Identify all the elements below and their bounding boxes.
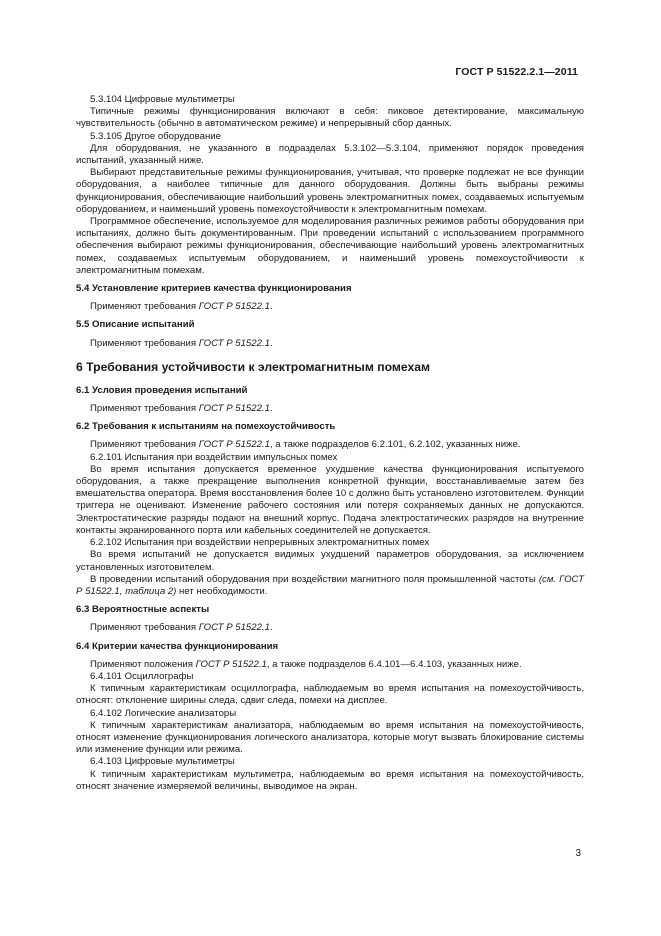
standard-reference: ГОСТ Р 51522.1 xyxy=(198,301,270,313)
standard-reference: (см. ГОСТ Р 51522.1, таблица 2) xyxy=(76,573,585,597)
paragraph: 6.4.102 Логические анализаторы xyxy=(90,707,237,719)
paragraph: К типичным характеристикам осциллографа, наблюдаемым во время испытания на помехоустойчивость, относят: отклонение ширины следа, сдвиг следа, помехи на дисплее. xyxy=(76,683,584,707)
paragraph: 6.2.102 Испытания при воздействии непрерывных электромагнитных помех xyxy=(90,537,430,549)
paragraph: 6.2.101 Испытания при воздействии импульсных помех xyxy=(90,451,338,463)
paragraph: Применяют требования ГОСТ Р 51522.1. xyxy=(90,403,273,415)
subsection-heading: 6.2 Требования к испытаниям на помехоустойчивость xyxy=(76,421,336,433)
paragraph: К типичным характеристикам мультиметра, наблюдаемым во время испытания на помехоустойчивость, относят значение измеряемой величины, выводимое на экран. xyxy=(76,768,584,792)
standard-reference: ГОСТ Р 51522.1 xyxy=(198,622,270,634)
spacer xyxy=(76,375,584,385)
paragraph: 5.3.105 Другое оборудование xyxy=(90,130,221,142)
document-header: ГОСТ Р 51522.2.1—2011 xyxy=(455,66,578,78)
subsection-heading: 5.4 Установление критериев качества функционирования xyxy=(76,283,352,295)
paragraph: Программное обеспечение, используемое для моделирования различных режимов работы оборудования при испытаниях, должно быть документированным. При проведении испытаний с использованием программного обеспечения выбирают режимы функционирования, обеспечивающие наибольший уровень электромагнитных помех, создаваемых испытуемым оборудованием, и наименьший уровень помехоустойчивости к электромагнитным помехам. xyxy=(76,216,584,276)
paragraph: В проведении испытаний оборудования при воздействии магнитного поля промышленной частоты (см. ГОСТ Р 51522.1, таблица 2) нет необходимости. xyxy=(76,573,585,597)
paragraph: К типичным характеристикам анализатора, наблюдаемым во время испытания на помехоустойчивость, относят изменение функционирования логического анализатора, которые могут вызвать блокирование системы или изменение функции или режима. xyxy=(76,719,584,756)
paragraph: Применяют требования ГОСТ Р 51522.1. xyxy=(90,301,273,313)
paragraph: Для оборудования, не указанного в подразделах 5.3.102—5.3.104, применяют порядок проведения испытаний, указанный ниже. xyxy=(76,142,584,167)
standard-reference: ГОСТ Р 51522.1 xyxy=(195,658,267,670)
subsection-heading: 6.4 Критерии качества функционирования xyxy=(76,640,279,652)
document-body xyxy=(76,94,584,793)
paragraph: Во время испытания допускается временное ухудшение качества функционирования испытуемого оборудования, а также прекращение выполнения конкретной функции, восстанавливаемые затем без вмешательства оператора. Время восстановления более 10 с должно быть установлено изготовителем. Функции триггера не оценивают. Изменение рабочего состояния или потеря сохраняемых данных не допускаются. Электростатические разряды подают на внешний корпус. Подача электростатических разрядов на внутренние контакты экранированного порта или кабельных соединителей не допускается. xyxy=(76,463,584,536)
paragraph: Во время испытаний не допускается видимых ухудшений параметров оборудования, за исключением установленных изготовителем. xyxy=(76,549,584,573)
paragraph: Применяют требования ГОСТ Р 51522.1. xyxy=(90,337,273,349)
paragraph: Применяют требования ГОСТ Р 51522.1, а также подразделов 6.2.101, 6.2.102, указанных ниже. xyxy=(90,439,521,451)
paragraph: 5.3.104 Цифровые мультиметры xyxy=(90,94,235,105)
paragraph: Применяют положения ГОСТ Р 51522.1, а также подразделов 6.4.101—6.4.103, указанных ниже. xyxy=(90,658,522,670)
subsection-heading: 6.1 Условия проведения испытаний xyxy=(76,384,248,396)
standard-reference: ГОСТ Р 51522.1 xyxy=(198,403,270,415)
subsection-heading: 6.3 Вероятностные аспекты xyxy=(76,604,210,616)
subsection-heading: 5.5 Описание испытаний xyxy=(76,319,195,331)
paragraph: Выбирают представительные режимы функционирования, учитывая, что проверке подлежат не все функции оборудования, а наиболее типичные для данного оборудования. Должны быть выбраны режимы функционирования, обеспечивающие наибольший уровень электромагнитных помех, создаваемых испытуемым оборудованием, и наименьший уровень помехоустойчивости к электромагнитным помехам. xyxy=(76,167,584,215)
paragraph: 6.4.101 Осциллографы xyxy=(90,670,194,682)
standard-reference: ГОСТ Р 51522.1 xyxy=(198,337,270,349)
paragraph: 6.4.103 Цифровые мультиметры xyxy=(90,756,235,768)
paragraph: Применяют требования ГОСТ Р 51522.1. xyxy=(90,622,273,634)
section-heading: 6 Требования устойчивости к электромагнитным помехам xyxy=(76,359,431,374)
spacer xyxy=(76,350,584,360)
standard-reference: ГОСТ Р 51522.1 xyxy=(198,439,270,451)
paragraph: Типичные режимы функционирования включают в себя: пиковое детектирование, максимальную чувствительность (обычно в автоматическом режиме) и непрерывный сбор данных. xyxy=(76,106,584,130)
page-number: 3 xyxy=(575,848,581,859)
